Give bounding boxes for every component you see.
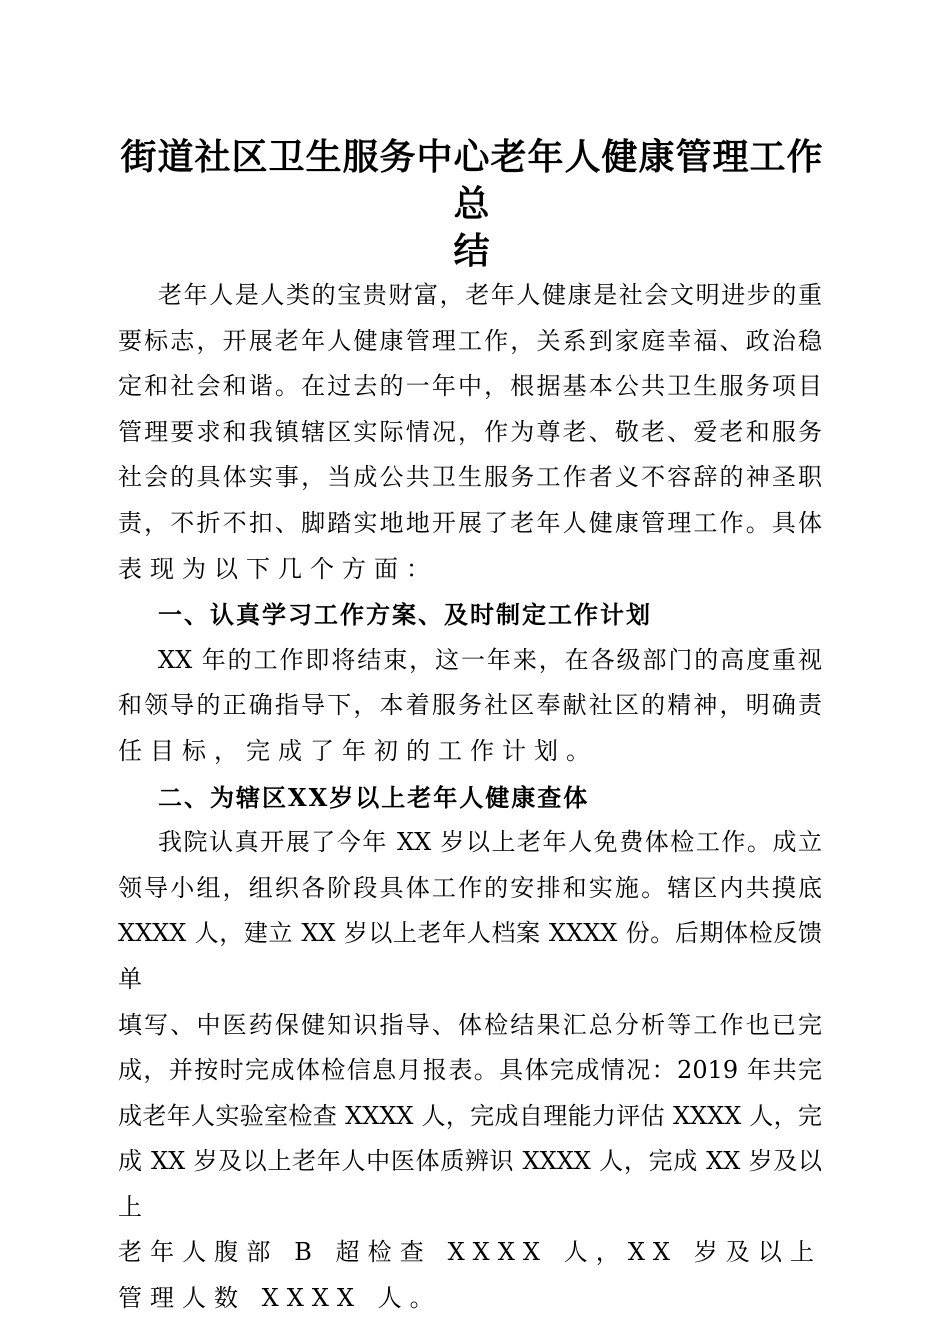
text-line: 我院认真开展了今年 XX 岁以上老年人免费体检工作。成立 [158,828,822,857]
text-line: XXXX 人，建立 XX 岁以上老年人档案 XXXX 份。后期体检反馈单 [118,919,822,993]
document-body [118,273,822,1322]
title-line-1: 街道社区卫生服务中心老年人健康管理工作总 [120,136,824,225]
text-line: XX 年的工作即将结束，这一年来，在各级部门的高度重视 [158,645,822,674]
text-line: 要标志，开展老年人健康管理工作，关系到家庭幸福、政治稳 [118,326,822,355]
paragraph-health-checkup [118,820,822,1322]
title-line-2: 结 [453,230,491,272]
text-line: 责，不折不扣、脚踏实地地开展了老年人健康管理工作。具体 [118,508,822,537]
section-heading-2: 二、为辖区XX岁以上老年人健康查体 [158,782,590,812]
text-line: 和领导的正确指导下，本着服务社区奉献社区的精神，明确责 [118,691,822,720]
text-line: 填写、中医药保健知识指导、体检结果汇总分析等工作也已完 [118,1010,822,1039]
text-line: 成老年人实验室检查 XXXX 人，完成自理能力评估 XXXX 人，完 [118,1101,822,1130]
text-line: 成，并按时完成体检信息月报表。具体完成情况：2019 年共完 [118,1056,822,1085]
document-title [110,134,834,275]
text-line: 任目标，完成了年初的工作计划。 [118,736,598,765]
text-line: 成 XX 岁及以上老年人中医体质辨识 XXXX 人，完成 XX 岁及以上 [118,1147,822,1221]
text-line: 老年人腹部 B 超检查 XXXX 人，XX 岁及以上管理人数 XXXX 人。 [118,1238,822,1313]
text-line: 老年人是人类的宝贵财富，老年人健康是社会文明进步的重 [158,281,822,309]
paragraph-intro [118,273,822,592]
section-heading-1: 一、认真学习工作方案、及时制定工作计划 [158,600,652,630]
text-line: 社会的具体实事，当成公共卫生服务工作者义不容辞的神圣职 [118,463,822,492]
text-line: 管理要求和我镇辖区实际情况，作为尊老、敬老、爱老和服务 [118,417,822,446]
text-line: 表现为以下几个方面： [118,554,438,583]
text-line: 领导小组，组织各阶段具体工作的安排和实施。辖区内共摸底 [118,873,822,902]
paragraph-work-plan [118,638,822,775]
text-line: 定和社会和谐。在过去的一年中，根据基本公共卫生服务项目 [118,372,822,401]
